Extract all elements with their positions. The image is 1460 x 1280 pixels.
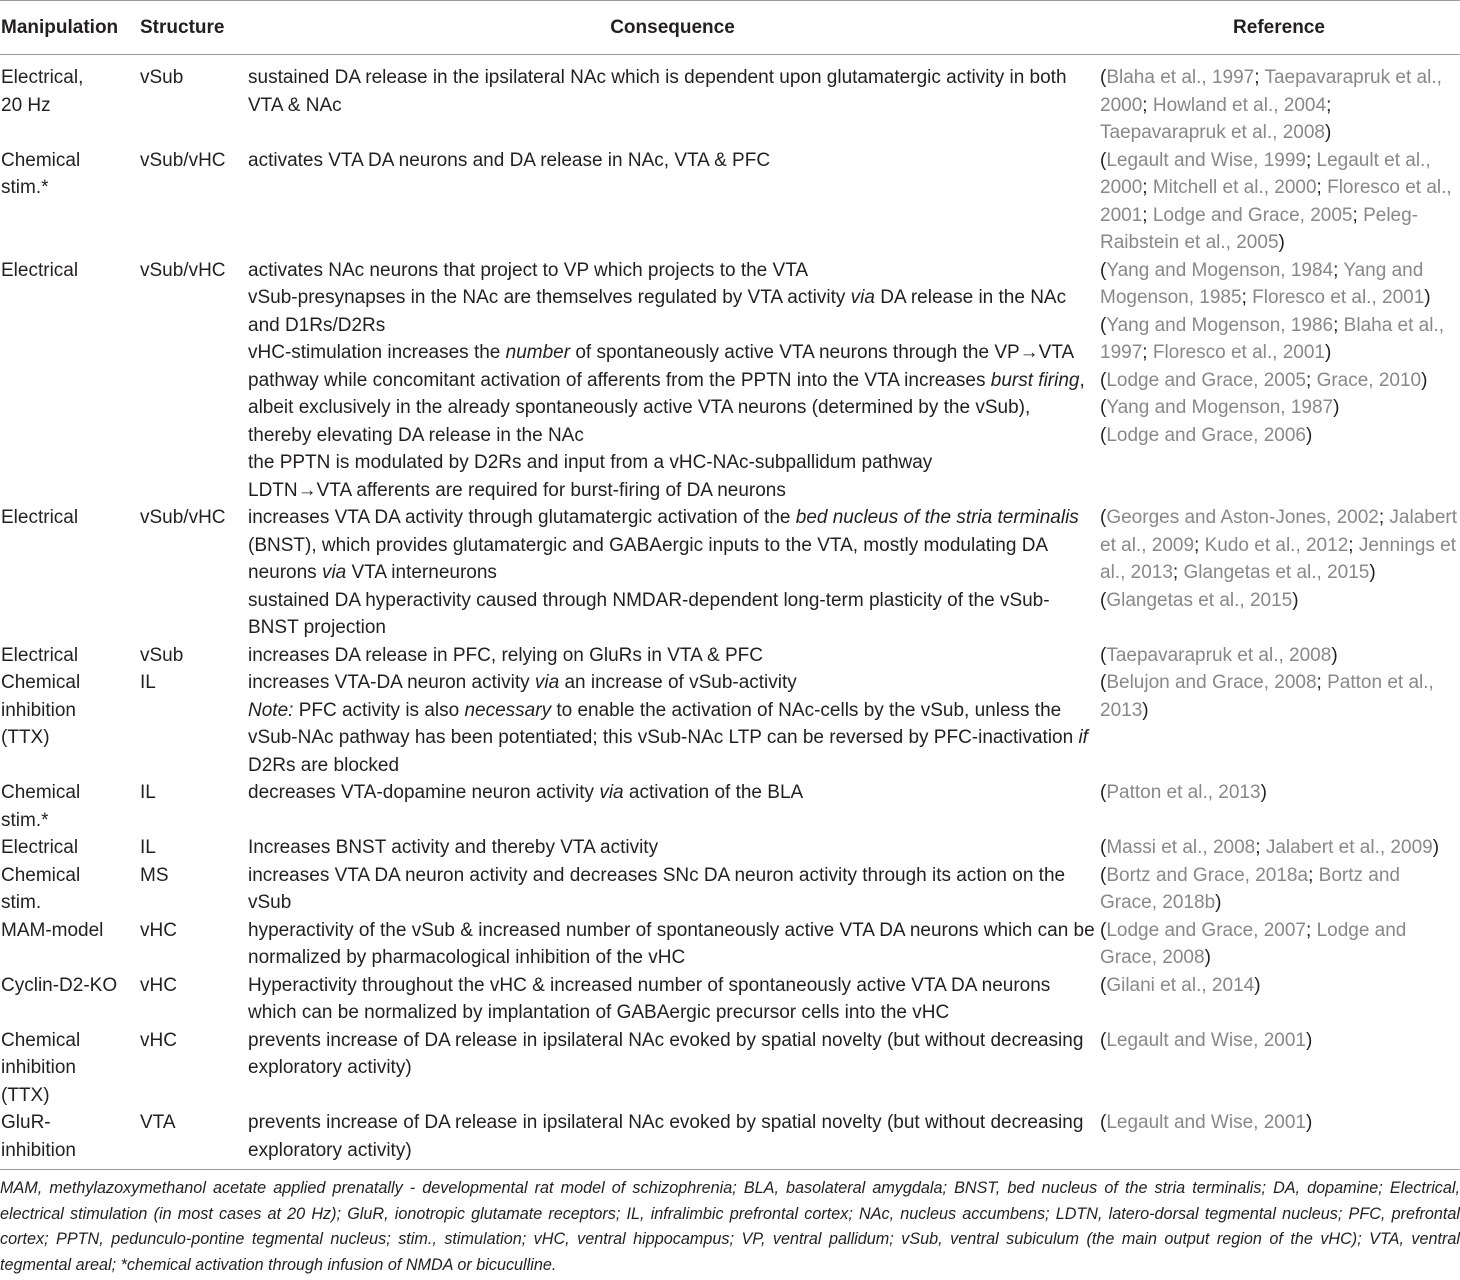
reference-group: (Gilani et al., 2014) (1100, 974, 1261, 996)
citation-link[interactable]: Blaha et al., 1997 (1100, 314, 1445, 363)
citation-link[interactable]: Legault and Wise, 1999 (1106, 149, 1306, 171)
manipulation-text: Cyclin-D2-KO (1, 974, 118, 996)
manipulation-text: MAM-model (1, 919, 104, 941)
consequence-text: sustained DA hyperactivity caused through NMDAR-dependent long-term plasticity of the vSub-BNST projection (248, 589, 1050, 638)
structure-text: vSub (140, 67, 184, 88)
manipulation-text: Electrical (1, 644, 79, 666)
reference-group: (Legault and Wise, 1999; Legault et al., 2000; Mitchell et al., 2000; Floresco et al., 2001; Lodge and Grace, 2005; Peleg-Raibstein et al., 2005) (1100, 149, 1452, 253)
citation-link[interactable]: Grace, 2010 (1316, 369, 1422, 391)
table-row (0, 779, 1460, 834)
consequence-text: Hyperactivity throughout the vHC & increased number of spontaneously active VTA DA neurons which can be normalized by implantation of GABAergic precursor cells into the vHC (248, 974, 1051, 1023)
reference-group: (Legault and Wise, 2001) (1100, 1029, 1313, 1051)
table-row (0, 1109, 1460, 1170)
citation-link[interactable]: Patton et al., 2013 (1100, 672, 1434, 721)
consequence-text: increases DA release in PFC, relying on GluRs in VTA & PFC (248, 644, 763, 666)
cell-reference (1098, 779, 1460, 834)
manipulation-text: Chemical (1, 149, 81, 171)
cell-manipulation (0, 834, 140, 862)
reference-group: (Georges and Aston-Jones, 2002; Jalabert et al., 2009; Kudo et al., 2012; Jennings et al., 2013; Glangetas et al., 2015) (1100, 507, 1458, 583)
cell-manipulation (0, 669, 140, 779)
cell-manipulation (0, 972, 140, 1027)
citation-link[interactable]: Georges and Aston-Jones, 2002 (1106, 507, 1379, 528)
cell-reference (1098, 1109, 1460, 1170)
reference-group: (Patton et al., 2013) (1100, 782, 1267, 803)
consequence-text: prevents increase of DA release in ipsilateral NAc evoked by spatial novelty (but without decreasing exploratory activity) (248, 1112, 1084, 1161)
citation-link[interactable]: Patton et al., 2013 (1106, 782, 1261, 803)
citation-link[interactable]: Floresco et al., 2001 (1152, 342, 1325, 363)
citation-link[interactable]: Peleg-Raibstein et al., 2005 (1100, 204, 1418, 253)
consequence-text: the PPTN is modulated by D2Rs and input from a vHC-NAc-subpallidum pathway (248, 452, 933, 473)
table-row (0, 917, 1460, 972)
header-structure: Structure (140, 1, 247, 55)
citation-link[interactable]: Mitchell et al., 2000 (1152, 177, 1317, 198)
table-row (0, 669, 1460, 779)
cell-manipulation (0, 55, 140, 147)
citation-link[interactable]: Belujon and Grace, 2008 (1106, 672, 1317, 693)
manipulation-text: Chemical (1, 782, 81, 803)
reference-group: (Taepavarapruk et al., 2008) (1100, 644, 1338, 666)
citation-link[interactable]: Lodge and Grace, 2005 (1106, 369, 1306, 391)
cell-manipulation (0, 147, 140, 257)
manipulation-text: Chemical (1, 672, 81, 693)
table-row (0, 147, 1460, 257)
consequence-text: Note: PFC activity is also necessary to enable the activation of NAc-cells by the vSub, unless the vSub-NAc pathway has been potentiated; this vSub-NAc LTP can be reversed by PFC-inactivation if D2Rs are blocked (248, 699, 1088, 776)
cell-consequence (247, 779, 1098, 834)
cell-consequence (247, 504, 1098, 642)
cell-reference (1098, 504, 1460, 642)
citation-link[interactable]: Lodge and Grace, 2005 (1152, 204, 1353, 226)
structure-text: vHC (140, 1029, 177, 1051)
cell-reference (1098, 55, 1460, 147)
citation-link[interactable]: Gilani et al., 2014 (1106, 974, 1255, 996)
cell-reference (1098, 972, 1460, 1027)
citation-link[interactable]: Bortz and Grace, 2018b (1100, 864, 1400, 913)
reference-group: (Blaha et al., 1997; Taepavarapruk et al., 2000; Howland et al., 2004; Taepavarapruk et al., 2008) (1100, 67, 1442, 143)
reference-group: (Lodge and Grace, 2006) (1100, 424, 1313, 446)
cell-manipulation (0, 917, 140, 972)
cell-structure (140, 779, 247, 834)
cell-reference (1098, 834, 1460, 862)
cell-manipulation (0, 642, 140, 670)
consequence-text: sustained DA release in the ipsilateral NAc which is dependent upon glutamatergic activity in both VTA & NAc (248, 67, 1067, 116)
cell-structure (140, 972, 247, 1027)
cell-structure (140, 1027, 247, 1110)
cell-structure (140, 55, 247, 147)
cell-manipulation (0, 862, 140, 917)
cell-consequence (247, 834, 1098, 862)
table-body (0, 55, 1460, 1170)
reference-group: (Lodge and Grace, 2005; Grace, 2010) (1100, 369, 1428, 391)
citation-link[interactable]: Taepavarapruk et al., 2000 (1100, 67, 1442, 116)
citation-link[interactable]: Yang and Mogenson, 1987 (1106, 397, 1334, 418)
consequence-text: vSub-presynapses in the NAc are themselves regulated by VTA activity via DA release in the NAc and D1Rs/D2Rs (248, 287, 1067, 336)
cell-manipulation (0, 257, 140, 505)
structure-text: vSub/vHC (140, 149, 226, 171)
cell-structure (140, 147, 247, 257)
manipulation-text: Electrical, (1, 67, 84, 88)
cell-manipulation (0, 1027, 140, 1110)
table-row (0, 504, 1460, 642)
consequence-text: activates NAc neurons that project to VP which projects to the VTA (248, 259, 809, 281)
table-row (0, 257, 1460, 505)
consequence-text: LDTN→VTA afferents are required for burst-firing of DA neurons (248, 479, 786, 501)
structure-text: vHC (140, 974, 177, 996)
table-row (0, 862, 1460, 917)
citation-link[interactable]: Jalabert et al., 2009 (1265, 837, 1433, 858)
citation-link[interactable]: Floresco et al., 2001 (1100, 177, 1452, 226)
manipulation-text: Electrical (1, 507, 79, 528)
consequence-text: increases VTA DA neuron activity and decreases SNc DA neuron activity through its action on the vSub (248, 864, 1066, 913)
structure-text: IL (140, 782, 156, 803)
reference-group: (Lodge and Grace, 2007; Lodge and Grace, 2008) (1100, 919, 1407, 968)
header-reference: Reference (1098, 1, 1460, 55)
cell-reference (1098, 862, 1460, 917)
reference-group: (Massi et al., 2008; Jalabert et al., 2009) (1100, 837, 1440, 858)
citation-link[interactable]: Jalabert et al., 2009 (1100, 507, 1458, 556)
structure-text: MS (140, 864, 169, 886)
table-row (0, 55, 1460, 147)
structure-text: VTA (140, 1112, 176, 1133)
cell-consequence (247, 55, 1098, 147)
cell-consequence (247, 642, 1098, 670)
cell-reference (1098, 147, 1460, 257)
cell-structure (140, 642, 247, 670)
reference-group: (Yang and Mogenson, 1986; Blaha et al., 1997; Floresco et al., 2001) (1100, 314, 1445, 363)
citation-link[interactable]: Jennings et al., 2013 (1100, 534, 1457, 583)
cell-structure (140, 917, 247, 972)
citation-link[interactable]: Lodge and Grace, 2007 (1106, 919, 1306, 941)
manipulation-text: stim.* (1, 177, 49, 198)
manipulation-text: inhibition (1, 699, 76, 721)
cell-consequence (247, 257, 1098, 505)
header-manipulation: Manipulation (0, 1, 140, 55)
table-row (0, 972, 1460, 1027)
citation-link[interactable]: Massi et al., 2008 (1106, 837, 1256, 858)
reference-group: (Legault and Wise, 2001) (1100, 1112, 1313, 1133)
citation-link[interactable]: Howland et al., 2004 (1152, 94, 1327, 116)
citation-link[interactable]: Yang and Mogenson, 1986 (1106, 314, 1334, 336)
consequence-text: vHC-stimulation increases the number of spontaneously active VTA neurons through the VP→VTA pathway while concomitant activation of afferents from the PPTN into the VTA increases burst firing, albeit exclusively in the already spontaneously active VTA neurons (determined by the vSub), thereby elevating DA release in the NAc (248, 342, 1085, 446)
cell-structure (140, 504, 247, 642)
cell-reference (1098, 257, 1460, 505)
consequence-text: activates VTA DA neurons and DA release in NAc, VTA & PFC (248, 149, 771, 171)
table-row (0, 642, 1460, 670)
reference-group: (Yang and Mogenson, 1987) (1100, 397, 1340, 418)
consequence-text: hyperactivity of the vSub & increased number of spontaneously active VTA DA neurons which can be normalized by pharmacological inhibition of the vHC (248, 919, 1095, 968)
structure-text: vSub/vHC (140, 259, 226, 281)
header-consequence: Consequence (247, 1, 1098, 55)
consequence-text: Increases BNST activity and thereby VTA activity (248, 837, 659, 858)
reference-group: (Bortz and Grace, 2018a; Bortz and Grace, 2018b) (1100, 864, 1400, 913)
manipulation-text: GluR- (1, 1112, 51, 1133)
manipulation-text: inhibition (1, 1057, 76, 1078)
cell-structure (140, 257, 247, 505)
manipulation-text: Chemical (1, 864, 81, 886)
citation-link[interactable]: Kudo et al., 2012 (1204, 534, 1349, 556)
cell-reference (1098, 1027, 1460, 1110)
cell-consequence (247, 147, 1098, 257)
structure-text: vSub/vHC (140, 507, 226, 528)
citation-link[interactable]: Legault and Wise, 2001 (1106, 1029, 1306, 1051)
cell-reference (1098, 917, 1460, 972)
manipulation-text: (TTX) (1, 727, 50, 748)
reference-group: (Belujon and Grace, 2008; Patton et al., 2013) (1100, 672, 1434, 721)
manipulation-text: Electrical (1, 837, 79, 858)
cell-consequence (247, 917, 1098, 972)
manipulation-text: (TTX) (1, 1084, 50, 1106)
table-row (0, 834, 1460, 862)
citation-link[interactable]: Glangetas et al., 2015 (1106, 589, 1293, 611)
citation-link[interactable]: Lodge and Grace, 2006 (1106, 424, 1306, 446)
reference-group: (Yang and Mogenson, 1984; Yang and Mogenson, 1985; Floresco et al., 2001) (1100, 259, 1431, 308)
citation-link[interactable]: Lodge and Grace, 2008 (1100, 919, 1407, 968)
manipulation-text: inhibition (1, 1139, 76, 1161)
table-row (0, 1027, 1460, 1110)
citation-link[interactable]: Bortz and Grace, 2018a (1106, 864, 1309, 886)
cell-manipulation (0, 779, 140, 834)
cell-structure (140, 862, 247, 917)
citation-link[interactable]: Glangetas et al., 2015 (1183, 562, 1370, 583)
manipulation-text: 20 Hz (1, 94, 51, 116)
structure-text: vHC (140, 919, 177, 941)
cell-manipulation (0, 504, 140, 642)
cell-consequence (247, 862, 1098, 917)
table-footnote: MAM, methylazoxymethanol acetate applied prenatally - developmental rat model of schizophrenia; BLA, basolateral amygdala; BNST, bed nucleus of the stria terminalis; DA, dopamine; Electrical, electrical stimulation (in most cases at 20 Hz); GluR, ionotropic glutamate receptors; IL, infralimbic prefrontal cortex; NAc, nucleus accumbens; LDTN, latero-dorsal tegmental nucleus; PFC, prefrontal cortex; PPTN, pedunculo-pontine tegmental nucleus; stim., stimulation; vHC, ventral hippocampus; VP, ventral pallidum; vSub, ventral subiculum (the main output region of the vHC); VTA, ventral tegmental areal; *chemical activation through infusion of NMDA or bicuculline. (0, 1179, 1460, 1274)
citation-link[interactable]: Yang and Mogenson, 1985 (1100, 259, 1424, 308)
cell-structure (140, 1109, 247, 1170)
citation-link[interactable]: Legault et al., 2000 (1100, 149, 1431, 198)
structure-text: IL (140, 837, 156, 858)
citation-link[interactable]: Legault and Wise, 2001 (1106, 1112, 1306, 1133)
consequence-text: increases VTA DA activity through glutamatergic activation of the bed nucleus of the stria terminalis (BNST), which provides glutamatergic and GABAergic inputs to the VTA, mostly modulating DA neurons via VTA interneurons (248, 507, 1079, 583)
structure-text: vSub (140, 644, 184, 666)
citation-link[interactable]: Yang and Mogenson, 1984 (1106, 259, 1334, 281)
cell-structure (140, 669, 247, 779)
cell-structure (140, 834, 247, 862)
cell-manipulation (0, 1109, 140, 1170)
table-header-row (0, 1, 1460, 55)
manipulation-text: Electrical (1, 259, 79, 281)
manipulation-text: Chemical (1, 1029, 81, 1051)
consequence-text: prevents increase of DA release in ipsilateral NAc evoked by spatial novelty (but without decreasing exploratory activity) (248, 1029, 1084, 1078)
citation-link[interactable]: Taepavarapruk et al., 2008 (1106, 644, 1332, 666)
citation-link[interactable]: Taepavarapruk et al., 2008 (1100, 122, 1325, 143)
manipulation-text: stim.* (1, 809, 49, 831)
cell-reference (1098, 669, 1460, 779)
cell-consequence (247, 669, 1098, 779)
cell-reference (1098, 642, 1460, 670)
consequence-text: increases VTA-DA neuron activity via an increase of vSub-activity (248, 672, 797, 693)
citation-link[interactable]: Floresco et al., 2001 (1252, 287, 1425, 308)
structure-text: IL (140, 672, 156, 693)
cell-consequence (247, 1109, 1098, 1170)
cell-consequence (247, 1027, 1098, 1110)
consequence-text: decreases VTA-dopamine neuron activity via activation of the BLA (248, 782, 804, 803)
manipulation-text: stim. (1, 892, 42, 913)
citation-link[interactable]: Blaha et al., 1997 (1106, 67, 1255, 88)
reference-group: (Glangetas et al., 2015) (1100, 589, 1299, 611)
cell-consequence (247, 972, 1098, 1027)
